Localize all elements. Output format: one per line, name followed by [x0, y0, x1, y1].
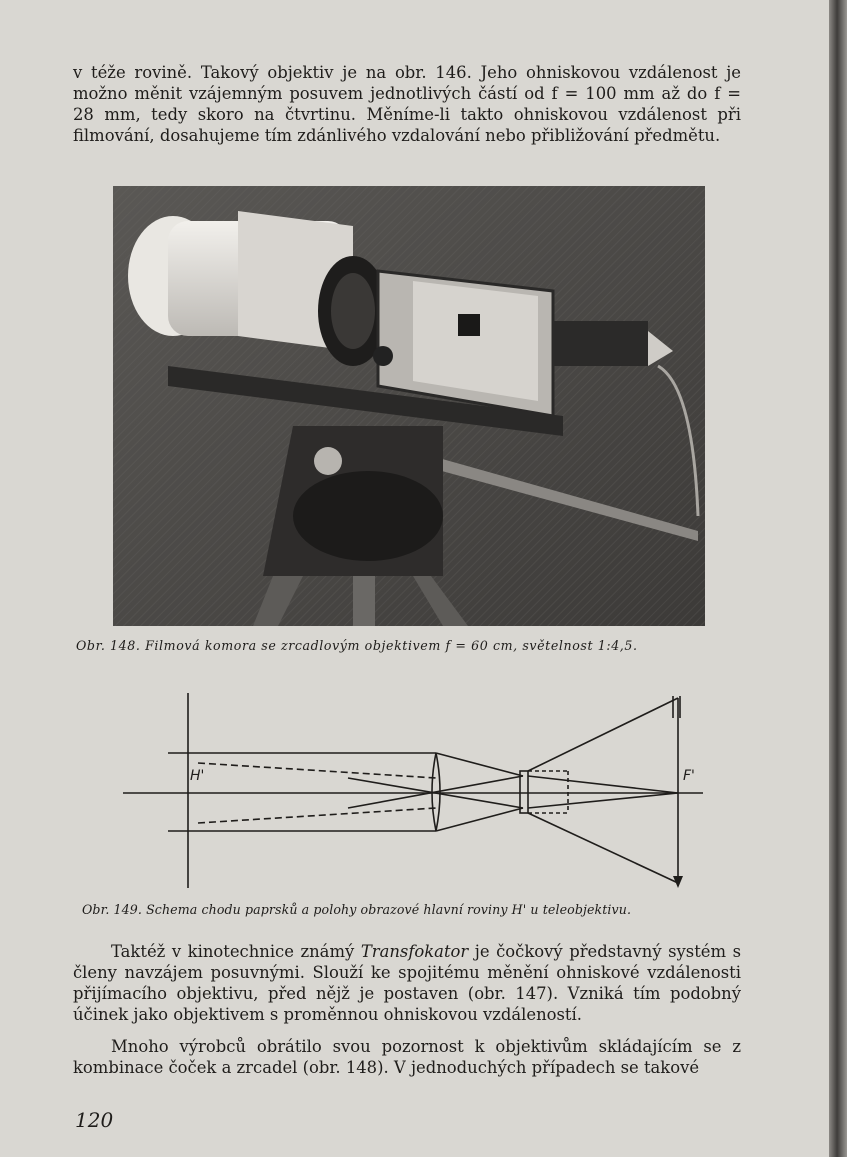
- label-h-prime: H': [190, 768, 205, 784]
- paragraph-transfokator: [73, 941, 741, 1025]
- label-f-prime: F': [683, 768, 695, 784]
- figure-148-caption: Obr. 148. Filmová komora se zrcadlovým objektivem f = 60 cm, světelnost 1:4,5.: [76, 638, 638, 653]
- page-number: 120: [75, 1108, 114, 1132]
- tripod-leg-center: [353, 576, 375, 626]
- top-paragraph: v téže rovině. Takový objektiv je na obr. 146. Jeho ohniskovou vzdálenost je možno měnit vzájemným posuvem jednotlivých částí od f = 100 mm až do f = 28 mm, tedy skoro na čtvrtinu. Měníme-li takto ohniskovou vzdálenost při filmování, dosahujeme tím zdánlivého vzdalování nebo přibližování předmětu.: [73, 63, 741, 145]
- paragraph-transfokator-rest: je čočkový představný systém s členy navzájem posuvnými. Slouží ke spojitému měnění ohniskové vzdálenosti přijímacího objektivu, před nějž je postaven (obr. 147). Vzniká tím podobný účinek jako objektivem s proměnnou ohniskovou vzdáleností.: [73, 942, 742, 1024]
- paragraph-mirror-lenses: Mnoho výrobců obrátilo svou pozornost k objektivům skládajícím se z kombinace čoček a zrcadel (obr. 148). V jednoduchých případech se takové: [73, 1037, 741, 1077]
- figure-149-diagram: [118, 688, 714, 896]
- figure-149-caption: Obr. 149. Schema chodu paprsků a polohy obrazové hlavní roviny H' u teleobjektivu.: [82, 902, 632, 917]
- transfokator-term: Transfokator: [360, 942, 469, 961]
- paragraph-transfokator-start: Taktéž v kinotechnice známý: [111, 942, 361, 961]
- page-binding-edge: [829, 0, 847, 1157]
- viewfinder: [553, 321, 648, 366]
- diverging-lens: [520, 771, 528, 813]
- figure-148-photo: [113, 186, 705, 626]
